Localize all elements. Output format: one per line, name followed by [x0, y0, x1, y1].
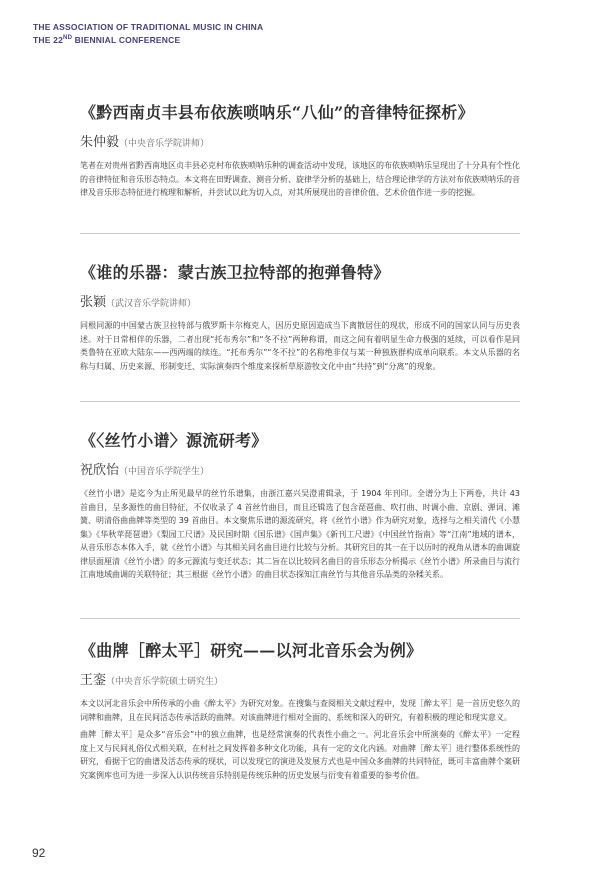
author-name: 朱仲毅 — [80, 135, 120, 150]
abstract-paragraph: 笔者在对贵州省黔西南地区贞丰县必克村布依族唢呐乐种的调查活动中发现，该地区的布依族唢呐乐呈现出了十分具有个性化的音律特征和音乐形态特点。本文将在田野调查、测音分析、旋律学分析的基础上，结合理论律学的方法对布依族唢呐乐的音律及音乐形态特征进行梳理和解析，并尝试以此为切入点，对其所展现出的音律价值、艺术价值作进一步的挖掘。 — [80, 161, 520, 197]
article-2 — [80, 260, 520, 377]
author-affiliation: （武汉音乐学院讲师） — [106, 299, 197, 309]
abstract-paragraph: 同根同源的中国蒙古族卫拉特部与俄罗斯卡尔梅克人，因历史原因造成当下离散居住的现状，形成不同的国家认同与历史表述。对于日常相伴的乐器，二者出现“托布秀尔”和“冬不拉”两种称谓，而这之间有着明显生命力极强的延续，可以看作是同类鲁特在亚欧大陆东——西两端的续连。“托布秀尔”“冬不拉”的名称绝非仅与某一种独族群构成单向联系。本文从乐器的名称与归属、历史来源、形制变迁、实际演奏四个维度来探析草原游牧文化中由“共持”到“分离”的现象。 — [80, 321, 520, 371]
abstract-paragraph: 《丝竹小谱》是迄今为止所见最早的丝竹乐谱集，由浙江嘉兴吴澄甫辑录，于 1904 年刊印。全谱分为上下两卷，共计 43 首曲目，呈多源性的曲目特征，不仅收录了 4 首丝竹曲目，而且还辑选了包含琵琶曲、吹打曲、时调小曲、京剧、弹词、滩簧、明清俗曲曲牌等类型的 39 首曲目。本文聚焦乐谱的源流研究，将《丝竹小谱》作为研究对象，选择与之相关清代《小慧集》《华秋苹琵琶谱》《梨园工尺谱》及民国时期《国乐谱》《国声集》《新刊工尺谱》《中国丝竹指南》等“江南”地域的谱本，从音乐形态本体入手，就《丝竹小谱》与其相关同名曲目进行比较与分析。其研究目的其一在于以历时的视角从谱本的曲调旋律层面厘清《丝竹小谱》的多元源流与变迁状态；其二旨在以比较同名曲目的音乐形态分析揭示《丝竹小谱》所录曲目与流行江南地域曲调的关联特征；其三根据《丝竹小谱》的曲目状态探知江南丝竹与其他音乐品类的杂糅关系。 — [80, 489, 520, 579]
header-line-2 — [33, 33, 263, 46]
article-author-line — [80, 459, 520, 478]
article-title: 《曲牌［醉太平］研究——以河北音乐会为例》 — [80, 641, 423, 660]
author-affiliation: （中央音乐学院讲师） — [119, 139, 210, 149]
header-ordinal-suffix: ND — [63, 35, 73, 41]
article-abstract — [80, 697, 520, 782]
article-1 — [80, 100, 520, 204]
header-line-2-prefix: THE 22 — [33, 34, 64, 45]
author-affiliation: （中央音乐学院硕士研究生） — [106, 677, 224, 687]
header-line-2-suffix: BIENNIAL CONFERENCE — [72, 34, 181, 45]
page-number: 92 — [32, 846, 46, 860]
author-name: 祝欣怡 — [80, 463, 120, 478]
article-abstract — [80, 159, 520, 200]
header-line-1: THE ASSOCIATION OF TRADITIONAL MUSIC IN CHINA — [33, 22, 264, 32]
section-divider — [80, 401, 520, 402]
article-abstract — [80, 319, 520, 373]
article-title: 《〈丝竹小谱〉源流研考》 — [80, 431, 268, 450]
section-divider — [80, 233, 520, 234]
article-author-line — [80, 291, 520, 310]
abstract-paragraph: 本文以河北音乐会中所传承的小曲《醉太平》为研究对象。在搜集与查阅相关文献过程中，发现［醉太平］是一首历史悠久的词牌和曲牌，且在民间活态传承活跃的曲牌。对该曲牌进行相对全面的、系统和深入的研究，有着积极的理论和现实意义。 — [80, 699, 520, 722]
article-author-line — [80, 669, 520, 688]
conference-header — [33, 22, 263, 46]
article-3 — [80, 428, 520, 586]
article-title: 《黔西南贞丰县布依族唢呐乐“八仙”的音律特征探析》 — [80, 103, 474, 122]
article-abstract — [80, 487, 520, 582]
section-divider — [80, 618, 520, 619]
article-4 — [80, 638, 520, 786]
author-name: 王銮 — [80, 673, 107, 688]
author-name: 张颖 — [80, 295, 107, 310]
article-author-line — [80, 131, 520, 150]
article-title: 《谁的乐器：蒙古族卫拉特部的抱弹鲁特》 — [80, 263, 390, 282]
abstract-paragraph: 曲牌［醉太平］是众多“音乐会”中的独立曲牌，也是经常演奏的代表性小曲之一。河北音乐会中所演奏的《醉太平》一定程度上又与民间礼俗仪式相关联，在村社之间发挥着多种文化功能，具有一定的文化内涵。对曲牌［醉太平］进行整体系统性的研究，看据于它的曲谱及活态传承的现状，可以发现它的演进及发展方式也是中国众多曲牌的共同特征，既可丰富曲牌个案研究案例库也可为进一步深入认识传统音乐特别是传统乐种的历史发展与衍变有着重要的参考价值。 — [80, 730, 520, 780]
author-affiliation: （中国音乐学院学生） — [119, 467, 210, 477]
